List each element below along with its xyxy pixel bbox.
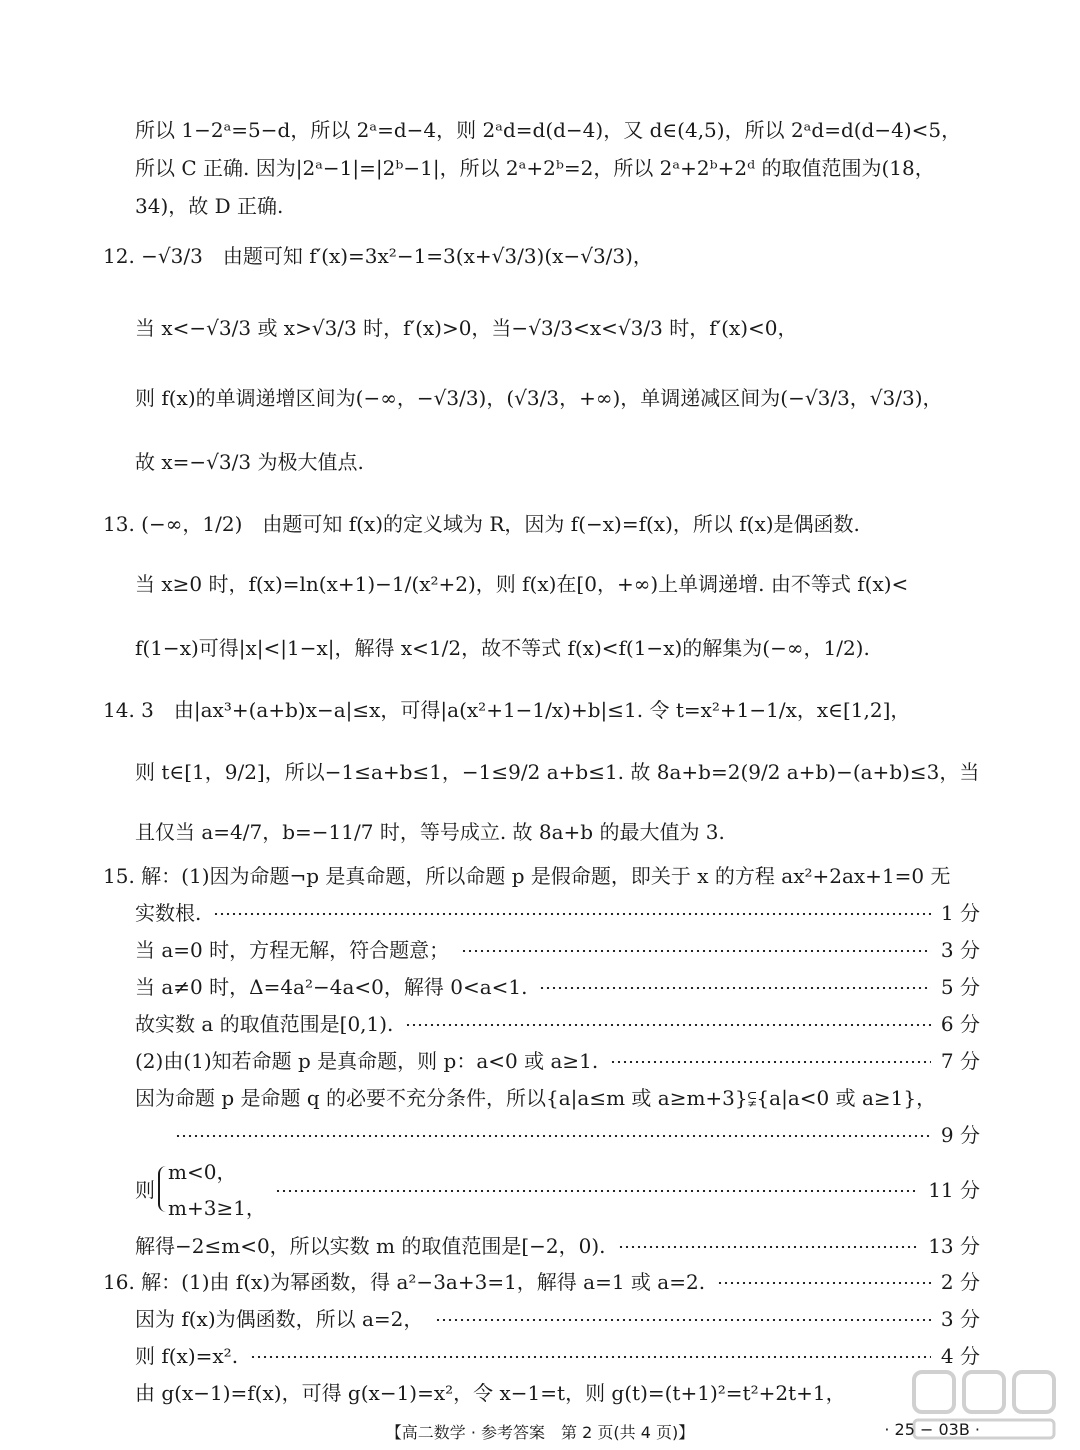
text-line-l29: 由 g(x−1)=f(x)，可得 g(x−1)=x²，令 x−1=t，则 g(t)=(t+1)²=t²+2t+1， <box>135 1381 846 1405</box>
score-s11: 4 分 <box>940 1344 980 1368</box>
text-line-l28: 则 f(x)=x². <box>135 1344 239 1368</box>
dot-leader <box>539 987 931 989</box>
footer-code: · 25 − 03B · <box>884 1420 980 1439</box>
dot-leader <box>618 1246 918 1248</box>
text-line-l09: 当 x≥0 时，f(x)=ln(x+1)−1/(x²+2)，则 f(x)在[0，+∞)上单调递增. 由不等式 f(x)< <box>135 572 909 596</box>
text-line-l17: 当 a≠0 时，Δ=4a²−4a<0，解得 0<a<1. <box>135 975 528 999</box>
text-line-l26: 16. 解：(1)由 f(x)为幂函数，得 a²−3a+3=1，解得 a=1 或 a=2. <box>103 1270 706 1294</box>
score-s1: 1 分 <box>940 901 980 925</box>
text-line-l14: 15. 解：(1)因为命题¬p 是真命题，所以命题 p 是假命题，即关于 x 的方程 ax²+2ax+1=0 无 <box>103 864 951 888</box>
text-line-l22: m<0， <box>168 1160 237 1184</box>
text-line-l27: 因为 f(x)为偶函数，所以 a=2， <box>135 1307 424 1331</box>
text-line-l19: (2)由(1)知若命题 p 是真命题，则 p：a<0 或 a≥1. <box>135 1049 599 1073</box>
system-brace <box>158 1166 170 1212</box>
dot-leader <box>610 1061 931 1063</box>
text-line-l08: 13. (−∞，1/2) 由题可知 f(x)的定义域为 R，因为 f(−x)=f(x)，所以 f(x)是偶函数. <box>103 512 860 536</box>
score-s9: 2 分 <box>940 1270 980 1294</box>
text-line-l13: 且仅当 a=4/7，b=−11/7 时，等号成立. 故 8a+b 的最大值为 3. <box>135 820 725 844</box>
text-line-l15: 实数根. <box>135 901 202 925</box>
text-line-l01: 所以 1−2ᵃ=5−d，所以 2ᵃ=d−4，则 2ᵃd=d(d−4)，又 d∈(4,5)，所以 2ᵃd=d(d−4)<5， <box>135 118 962 142</box>
dot-leader <box>405 1024 931 1026</box>
text-line-l25: 解得−2≤m<0，所以实数 m 的取值范围是[−2，0). <box>135 1234 606 1258</box>
score-s10: 3 分 <box>940 1307 980 1331</box>
watermark-logo-icon <box>910 1364 1060 1444</box>
score-s2: 3 分 <box>940 938 980 962</box>
dot-leader <box>717 1282 931 1284</box>
dot-leader <box>461 950 931 952</box>
text-line-l20: 因为命题 p 是命题 q 的必要不充分条件，所以{a|a≤m 或 a≥m+3}⫋{a|a<0 或 a≥1}， <box>135 1086 937 1110</box>
text-line-l05: 当 x<−√3/3 或 x>√3/3 时，f′(x)>0，当−√3/3<x<√3/3 时，f′(x)<0， <box>135 316 798 340</box>
score-s5: 7 分 <box>940 1049 980 1073</box>
text-line-l23: 则 <box>135 1178 155 1202</box>
score-s6: 9 分 <box>940 1123 980 1147</box>
text-line-l02: 所以 C 正确. 因为|2ᵃ−1|=|2ᵇ−1|，所以 2ᵃ+2ᵇ=2，所以 2ᵃ+2ᵇ+2ᵈ 的取值范围为(18， <box>135 156 935 180</box>
score-s3: 5 分 <box>940 975 980 999</box>
text-line-l07: 故 x=−√3/3 为极大值点. <box>135 450 364 474</box>
text-line-l03: 34)，故 D 正确. <box>135 194 284 218</box>
text-line-l18: 故实数 a 的取值范围是[0,1). <box>135 1012 394 1036</box>
text-line-l10: f(1−x)可得|x|<|1−x|，解得 x<1/2，故不等式 f(x)<f(1−x)的解集为(−∞，1/2). <box>135 636 870 660</box>
dot-leader <box>435 1319 931 1321</box>
text-line-l06: 则 f(x)的单调递增区间为(−∞，−√3/3)，(√3/3，+∞)，单调递减区间为(−√3/3，√3/3)， <box>135 386 943 410</box>
dot-leader <box>275 1190 918 1192</box>
score-s8: 13 分 <box>928 1234 980 1258</box>
text-line-l24: m+3≥1， <box>168 1196 266 1220</box>
text-line-l11: 14. 3 由|ax³+(a+b)x−a|≤x，可得|a(x²+1−1/x)+b|≤1. 令 t=x²+1−1/x，x∈[1,2]， <box>103 698 911 722</box>
score-s7: 11 分 <box>928 1178 980 1202</box>
text-line-l12: 则 t∈[1，9/2]，所以−1≤a+b≤1，−1≤9/2 a+b≤1. 故 8a+b=2(9/2 a+b)−(a+b)≤3，当 <box>135 760 980 784</box>
score-s4: 6 分 <box>940 1012 980 1036</box>
dot-leader <box>213 913 931 915</box>
dot-leader <box>250 1356 931 1358</box>
page-footer: 【高二数学 · 参考答案 第 2 页(共 4 页)】 <box>385 1423 695 1442</box>
text-line-l16: 当 a=0 时，方程无解，符合题意； <box>135 938 450 962</box>
dot-leader <box>175 1135 931 1137</box>
text-line-l04: 12. −√3/3 由题可知 f′(x)=3x²−1=3(x+√3/3)(x−√3/3)， <box>103 244 653 268</box>
